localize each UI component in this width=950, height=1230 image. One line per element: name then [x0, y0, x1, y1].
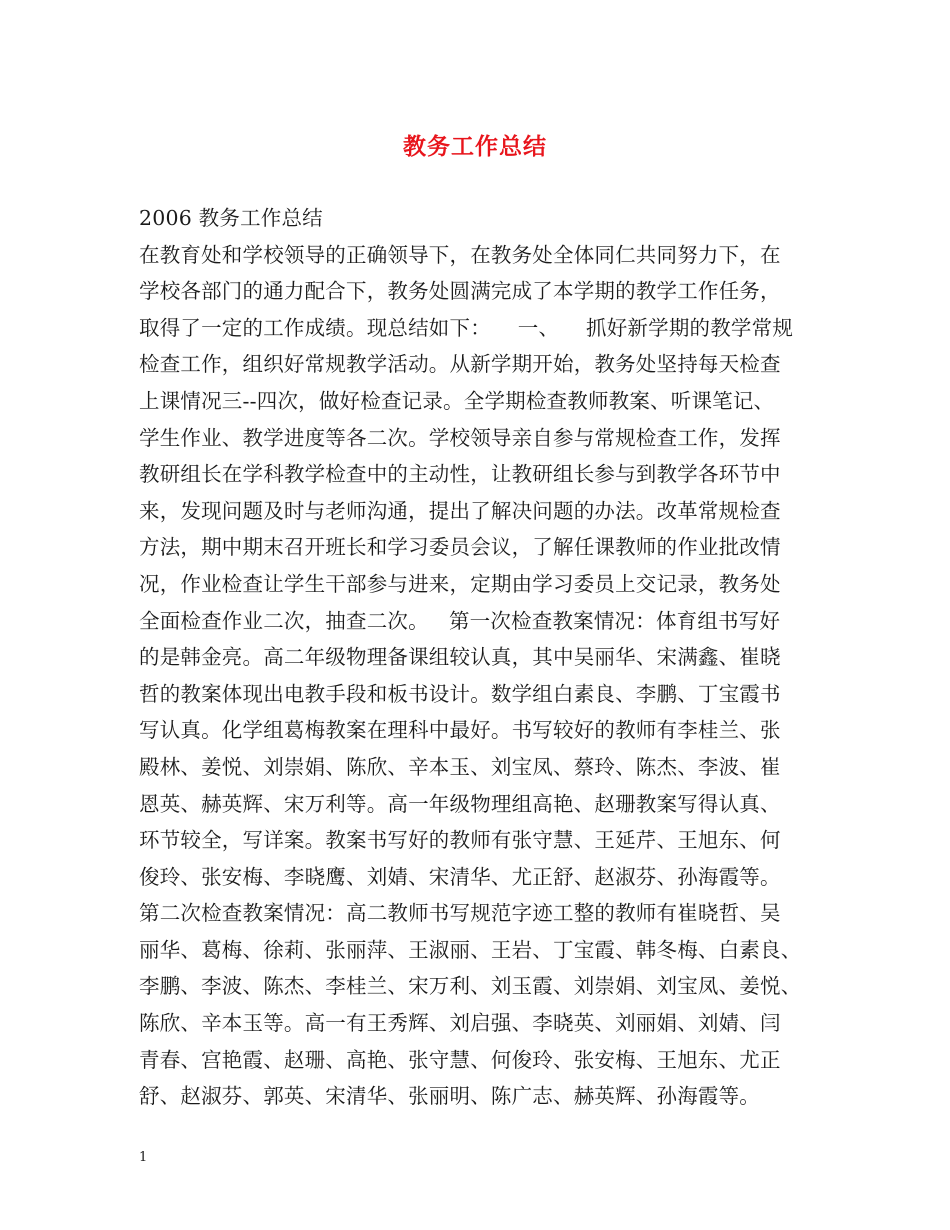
body-line: 取得了一定的工作成绩。现总结如下： 一、 抓好新学期的教学常规: [139, 315, 794, 340]
page-number: 1: [139, 1150, 148, 1165]
body-line: 况，作业检查让学生干部参与进来，定期由学习委员上交记录，教务处: [139, 571, 781, 596]
body-line: 陈欣、辛本玉等。高一有王秀辉、刘启强、李晓英、刘丽娟、刘婧、闫: [139, 1011, 781, 1036]
document-title: 教务工作总结: [403, 134, 547, 160]
body-line: 学生作业、教学进度等各二次。学校领导亲自参与常规检查工作，发挥: [139, 425, 781, 450]
body-line: 方法，期中期末召开班长和学习委员会议，了解任课教师的作业批改情: [139, 535, 781, 560]
body-line: 青春、宫艳霞、赵珊、高艳、张守慧、何俊玲、张安梅、王旭东、尤正: [139, 1047, 781, 1072]
body-line: 检查工作，组织好常规教学活动。从新学期开始，教务处坚持每天检查: [139, 352, 781, 377]
body-line: 恩英、赫英辉、宋万利等。高一年级物理组高艳、赵珊教案写得认真、: [139, 791, 781, 816]
body-line: 全面检查作业二次，抽查二次。 第一次检查教案情况：体育组书写好: [139, 608, 781, 633]
body-line: 2006 教务工作总结: [139, 206, 323, 230]
document-body: [139, 200, 829, 1115]
body-line: 在教育处和学校领导的正确领导下，在教务处全体同仁共同努力下，在: [139, 242, 781, 267]
body-line: 写认真。化学组葛梅教案在理科中最好。书写较好的教师有李桂兰、张: [139, 718, 781, 743]
body-line: 俊玲、张安梅、李晓鹰、刘婧、宋清华、尤正舒、赵淑芬、孙海霞等。: [139, 864, 781, 889]
body-line: 环节较全，写详案。教案书写好的教师有张守慧、王延芹、王旭东、何: [139, 828, 781, 853]
body-line: 哲的教案体现出电教手段和板书设计。数学组白素良、李鹏、丁宝霞书: [139, 681, 781, 706]
body-line: 殿林、姜悦、刘崇娟、陈欣、辛本玉、刘宝凤、蔡玲、陈杰、李波、崔: [139, 754, 781, 779]
body-line: 来，发现问题及时与老师沟通，提出了解决问题的办法。改革常规检查: [139, 498, 781, 523]
body-line: 舒、赵淑芬、郭英、宋清华、张丽明、陈广志、赫英辉、孙海霞等。: [139, 1084, 760, 1109]
body-line: 上课情况三--四次，做好检查记录。全学期检查教师教案、听课笔记、: [139, 388, 775, 413]
body-line: 学校各部门的通力配合下，教务处圆满完成了本学期的教学工作任务，: [139, 279, 781, 304]
body-line: 教研组长在学科教学检查中的主动性，让教研组长参与到教学各环节中: [139, 462, 781, 487]
body-line: 李鹏、李波、陈杰、李桂兰、宋万利、刘玉霞、刘崇娟、刘宝凤、姜悦、: [139, 974, 802, 999]
body-line: 的是韩金亮。高二年级物理备课组较认真，其中吴丽华、宋满鑫、崔晓: [139, 645, 781, 670]
body-line: 第二次检查教案情况：高二教师书写规范字迹工整的教师有崔晓哲、吴: [139, 901, 781, 926]
body-line: 丽华、葛梅、徐莉、张丽萍、王淑丽、王岩、丁宝霞、韩冬梅、白素良、: [139, 937, 802, 962]
